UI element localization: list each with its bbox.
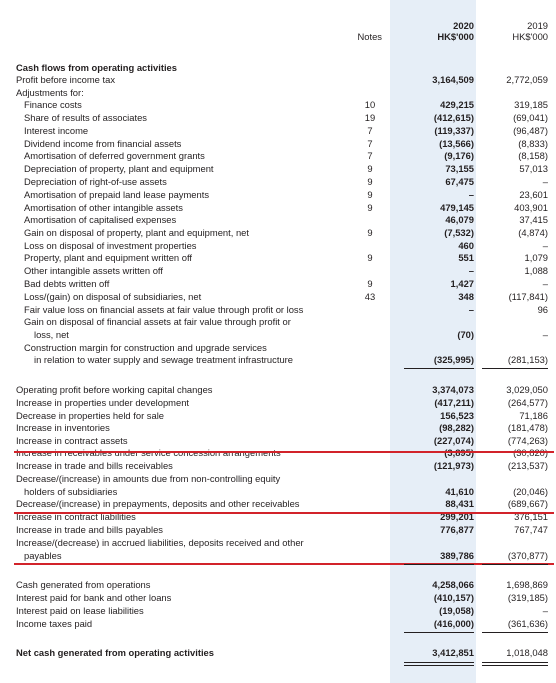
row-label: Income taxes paid (16, 618, 93, 629)
table-row (0, 252, 556, 264)
value-2020: (417,211) (434, 397, 474, 408)
value-2019: (689,667) (507, 498, 548, 509)
row-note-ref: 7 (367, 138, 373, 149)
value-2020: – (468, 265, 474, 276)
row-note-ref: 9 (367, 202, 373, 213)
value-2019: – (542, 605, 548, 616)
value-2019: 403,901 (514, 202, 548, 213)
value-2020: (325,995) (433, 354, 474, 365)
value-2019: (69,041) (513, 112, 548, 123)
row-label: Interest paid on lease liabilities (16, 605, 144, 616)
value-2020: (227,074) (433, 435, 474, 446)
table-row (0, 150, 556, 162)
row-note-ref: 7 (367, 150, 373, 161)
value-2019: 37,415 (519, 214, 548, 225)
value-2019: 1,079 (524, 252, 548, 263)
row-label: Bad debts written off (24, 278, 110, 289)
total-underline (404, 665, 474, 666)
row-note-ref: 7 (367, 125, 373, 136)
table-row (0, 498, 556, 510)
table-row (0, 125, 556, 137)
value-2019: (20,046) (513, 486, 548, 497)
table-row (0, 435, 556, 447)
row-label: in relation to water supply and sewage treatment infrastructure (34, 354, 293, 365)
value-2019: 767,747 (514, 524, 548, 535)
table-row (0, 550, 556, 562)
row-label: Increase in contract liabilities (16, 511, 136, 522)
table-row (0, 74, 556, 86)
value-2019: 1,018,048 (506, 647, 548, 658)
value-2019: 96 (537, 304, 548, 315)
row-label: Amortisation of capitalised expenses (24, 214, 177, 225)
total-underline (482, 632, 548, 633)
value-2020: 46,079 (445, 214, 474, 225)
year-2019-column-header: 2019 HK$'000 (512, 20, 548, 42)
table-row (0, 486, 556, 498)
value-2019: (117,841) (508, 291, 548, 302)
value-2020: 73,155 (445, 163, 474, 174)
value-2020: 479,145 (440, 202, 474, 213)
value-2020: 348 (458, 291, 474, 302)
value-2019: (319,185) (507, 592, 548, 603)
highlight-rule-1 (14, 451, 554, 453)
value-2020: 67,475 (445, 176, 474, 187)
value-2020: (9,176) (444, 150, 474, 161)
value-2019: (281,153) (507, 354, 548, 365)
row-label: Increase in contract assets (16, 435, 128, 446)
row-label: Gain on disposal of financial assets at fair value through profit or (24, 316, 291, 327)
table-row (0, 62, 556, 74)
table-row (0, 265, 556, 277)
value-2019: 319,185 (514, 99, 548, 110)
row-label: Decrease/(increase) in amounts due from non-controlling equity (16, 473, 281, 484)
value-2019: (4,874) (518, 227, 548, 238)
value-2020: – (468, 304, 474, 315)
value-2020: 88,431 (445, 498, 474, 509)
row-label: Cash flows from operating activities (16, 62, 177, 73)
value-2019: (361,636) (507, 618, 548, 629)
table-row (0, 422, 556, 434)
row-label: loss, net (34, 329, 69, 340)
row-label: Operating profit before working capital changes (16, 384, 213, 395)
total-underline (482, 665, 548, 666)
row-label: Increase in receivables under service concession arrangements (16, 447, 281, 458)
table-row (0, 397, 556, 409)
table-row (0, 342, 556, 354)
table-row (0, 240, 556, 252)
row-label: Increase in properties under development (16, 397, 190, 408)
row-label: Amortisation of prepaid land lease payments (24, 189, 210, 200)
value-2019: (181,478) (507, 422, 548, 433)
total-underline (404, 368, 474, 369)
total-underline (482, 662, 548, 663)
row-note-ref: 9 (367, 278, 373, 289)
value-2019: 23,601 (519, 189, 548, 200)
value-2020: 3,164,509 (432, 74, 474, 85)
row-label: Profit before income tax (16, 74, 116, 85)
value-2020: 551 (458, 252, 474, 263)
row-label: Gain on disposal of property, plant and equipment, net (24, 227, 249, 238)
value-2020: 299,201 (440, 511, 474, 522)
year-2020-column-header: 2020 HK$'000 (437, 20, 474, 42)
row-label: Other intangible assets written off (24, 265, 163, 276)
table-row (0, 87, 556, 99)
row-label: Amortisation of deferred government grants (24, 150, 205, 161)
table-row (0, 189, 556, 201)
value-2020: (410,157) (433, 592, 474, 603)
row-note-ref: 9 (367, 189, 373, 200)
row-note-ref: 43 (364, 291, 376, 302)
value-2020: (98,282) (439, 422, 474, 433)
table-row (0, 647, 556, 659)
row-label: Decrease/(increase) in prepayments, deposits and other receivables (16, 498, 300, 509)
value-2019: 376,151 (514, 511, 548, 522)
row-note-ref: 9 (367, 163, 373, 174)
table-row (0, 537, 556, 549)
value-2019: – (542, 240, 548, 251)
row-note-ref: 9 (367, 176, 373, 187)
row-label: Adjustments for: (16, 87, 84, 98)
row-label: Net cash generated from operating activities (16, 647, 214, 658)
table-row (0, 447, 556, 459)
value-2020: (412,615) (433, 112, 474, 123)
value-2019: (8,833) (518, 138, 548, 149)
value-2019: 2,772,059 (506, 74, 548, 85)
total-underline (482, 368, 548, 369)
row-label: Construction margin for construction and upgrade services (24, 342, 267, 353)
row-note-ref: 19 (364, 112, 376, 123)
row-label: Increase in trade and bills receivables (16, 460, 173, 471)
table-row (0, 138, 556, 150)
table-row (0, 291, 556, 303)
value-2020: 4,258,066 (432, 579, 474, 590)
table-row (0, 460, 556, 472)
highlight-rule-2 (14, 512, 554, 514)
row-label: Loss on disposal of investment properties (24, 240, 197, 251)
table-row (0, 579, 556, 591)
row-label: Loss/(gain) on disposal of subsidiaries, net (24, 291, 202, 302)
table-row (0, 410, 556, 422)
row-label: Depreciation of right-of-use assets (24, 176, 167, 187)
row-label: Amortisation of other intangible assets (24, 202, 183, 213)
row-label: Interest income (24, 125, 89, 136)
value-2019: 71,186 (519, 410, 548, 421)
row-note-ref: 9 (367, 227, 373, 238)
row-label: Cash generated from operations (16, 579, 151, 590)
table-row (0, 176, 556, 188)
table-row (0, 473, 556, 485)
table-row (0, 592, 556, 604)
value-2019: (8,158) (518, 150, 548, 161)
value-2019: – (542, 329, 548, 340)
value-2019: – (542, 176, 548, 187)
value-2019: 1,698,869 (506, 579, 548, 590)
value-2020: (119,337) (434, 125, 474, 136)
value-2020: (13,566) (439, 138, 474, 149)
value-2020: 776,877 (440, 524, 474, 535)
value-2019: (213,537) (507, 460, 548, 471)
table-row (0, 304, 556, 316)
row-label: Share of results of associates (24, 112, 147, 123)
total-underline (404, 662, 474, 663)
row-label: Property, plant and equipment written off (24, 252, 192, 263)
row-note-ref: 9 (367, 252, 373, 263)
value-2020: (19,058) (439, 605, 474, 616)
value-2020: (3,895) (444, 447, 474, 458)
table-row (0, 227, 556, 239)
table-row (0, 618, 556, 630)
value-2020: 156,523 (440, 410, 474, 421)
table-row (0, 524, 556, 536)
row-label: Dividend income from financial assets (24, 138, 182, 149)
value-2019: (264,577) (507, 397, 548, 408)
row-label: Increase/(decrease) in accrued liabilities, deposits received and other (16, 537, 304, 548)
total-underline (404, 564, 474, 565)
value-2020: 460 (458, 240, 474, 251)
value-2020: (121,973) (433, 460, 474, 471)
table-row (0, 384, 556, 396)
value-2020: (7,532) (444, 227, 474, 238)
row-label: Increase in inventories (16, 422, 110, 433)
table-row (0, 329, 556, 341)
value-2019: (370,877) (507, 550, 548, 561)
value-2019: 1,088 (524, 265, 548, 276)
table-row (0, 316, 556, 328)
notes-column-header: Notes (357, 31, 382, 42)
value-2019: 3,029,050 (506, 384, 548, 395)
row-label: Increase in trade and bills payables (16, 524, 163, 535)
table-row (0, 99, 556, 111)
value-2020: 41,610 (445, 486, 474, 497)
value-2019: (30,820) (513, 447, 548, 458)
table-row (0, 112, 556, 124)
total-underline (482, 564, 548, 565)
table-row (0, 214, 556, 226)
value-2020: 429,215 (440, 99, 474, 110)
row-label: Fair value loss on financial assets at fair value through profit or loss (24, 304, 304, 315)
value-2020: (416,000) (433, 618, 474, 629)
table-row (0, 163, 556, 175)
total-underline (404, 632, 474, 633)
row-label: Decrease in properties held for sale (16, 410, 164, 421)
row-label: payables (24, 550, 62, 561)
table-row (0, 278, 556, 290)
row-label: Finance costs (24, 99, 82, 110)
table-row (0, 354, 556, 366)
value-2020: 3,374,073 (432, 384, 474, 395)
value-2019: – (542, 278, 548, 289)
row-label: holders of subsidiaries (24, 486, 118, 497)
row-note-ref: 10 (364, 99, 376, 110)
row-label: Interest paid for bank and other loans (16, 592, 172, 603)
value-2020: 1,427 (450, 278, 474, 289)
value-2020: 389,786 (440, 550, 474, 561)
table-row (0, 605, 556, 617)
value-2020: (70) (457, 329, 474, 340)
value-2019: (774,263) (507, 435, 548, 446)
row-label: Depreciation of property, plant and equipment (24, 163, 214, 174)
value-2020: – (468, 189, 474, 200)
value-2019: 57,013 (519, 163, 548, 174)
value-2020: 3,412,851 (432, 647, 474, 658)
table-row (0, 202, 556, 214)
value-2019: (96,487) (513, 125, 548, 136)
